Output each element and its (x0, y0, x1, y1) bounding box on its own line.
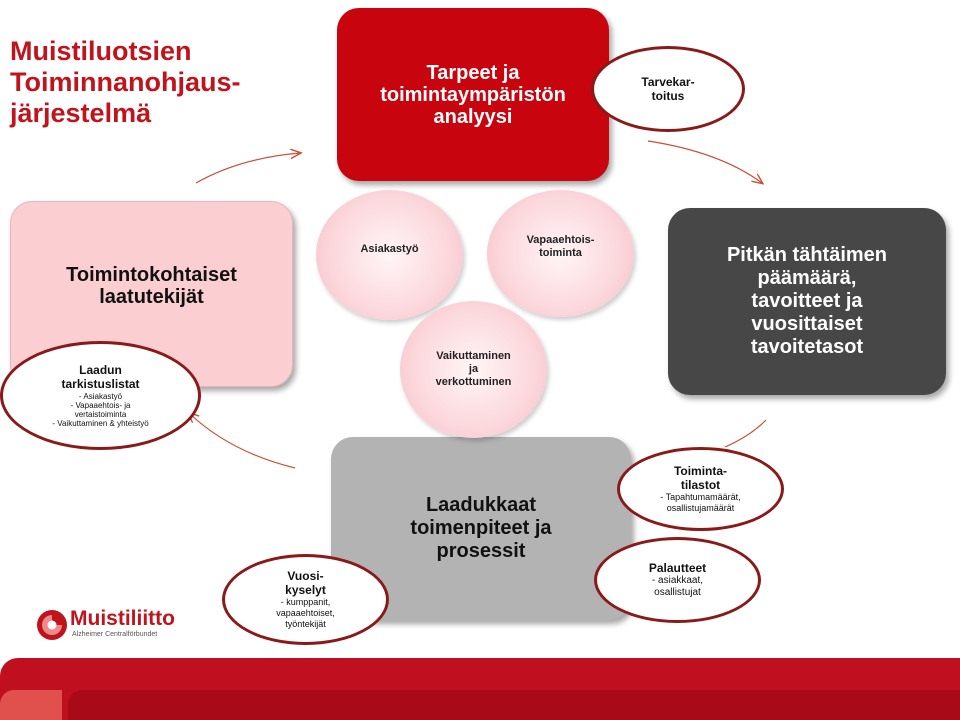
oval-head: Vuosi- (287, 569, 324, 583)
box-right-line: päämäärä, (757, 267, 857, 289)
box-right-line: vuosittaiset (751, 313, 863, 335)
oval-sub: vapaaehtoiset, (276, 608, 335, 618)
circle-label: Vaikuttaminen (436, 350, 511, 362)
oval-head: Tarvekar- (641, 75, 695, 89)
oval-needs-mapping (591, 46, 745, 132)
oval-sub: osallistujamäärät (666, 503, 735, 513)
footer-accent (0, 690, 62, 720)
oval-sub: - kumppanit, (280, 597, 331, 607)
box-right-line: Pitkän tähtäimen (726, 244, 888, 266)
box-bottom-line: prosessit (436, 540, 526, 562)
list-item: - Vapaaehtois- ja vertaistoiminta (46, 401, 156, 419)
oval-head: tarkistuslistat (61, 377, 140, 391)
oval-sub: osallistujat (654, 587, 701, 598)
oval-head: toitus (651, 89, 685, 103)
box-left-line: laatutekijät (99, 286, 204, 308)
oval-sub: - Tapahtumamäärät, (660, 492, 741, 502)
circle-label: ja (468, 363, 479, 375)
title-line-2: Toiminnanohjaus- (10, 67, 241, 97)
arrow-left-to-top (196, 153, 300, 183)
box-needs-analysis (337, 8, 609, 181)
oval-head: kyselyt (285, 583, 326, 597)
circle-label: verkottuminen (435, 376, 512, 388)
oval-quality-checklists (0, 341, 201, 450)
circle-label: Vapaaehtois- (526, 233, 595, 246)
oval-annual-surveys (222, 554, 389, 645)
circle-volunteer-work (487, 190, 634, 317)
box-top-line: Tarpeet ja (426, 61, 520, 84)
oval-head: tilastot (680, 478, 721, 492)
title-line-1: Muistiluotsien (10, 36, 192, 66)
box-right-line: tavoitteet ja (751, 290, 863, 312)
arrow-top-to-right (648, 141, 762, 183)
muistiliitto-logo-icon (36, 609, 68, 641)
circle-label: Asiakastyö (360, 242, 419, 255)
box-left-line: Toimintokohtaiset (66, 264, 237, 286)
box-right-line: tavoitetasot (750, 336, 864, 358)
circle-label: toiminta (539, 246, 582, 259)
title-line-3: järjestelmä (10, 98, 152, 128)
footer-inner-band (68, 690, 960, 720)
checklist-items (46, 392, 156, 428)
oval-head: Palautteet (648, 561, 707, 575)
logo-name: Muistiliitto (70, 607, 175, 630)
box-long-term-goals (668, 208, 946, 395)
oval-feedback (594, 537, 761, 623)
oval-head: Laadun (79, 363, 122, 377)
arrow-right-to-bottom (725, 420, 766, 447)
box-bottom-line: toimenpiteet ja (410, 517, 552, 539)
circle-customer-work (316, 190, 463, 320)
oval-sub: työntekijät (285, 619, 326, 629)
list-item: - Vaikuttaminen & yhteistyö (46, 419, 156, 428)
oval-activity-statistics (617, 447, 784, 531)
box-top-line: toimintaympäristön (380, 83, 566, 106)
arrow-bottom-to-left (189, 413, 295, 468)
oval-sub: - asiakkaat, (651, 575, 704, 586)
oval-head: Toiminta- (673, 464, 728, 478)
circle-advocacy (400, 301, 547, 438)
logo-subtitle: Alzheimer Centralförbundet (72, 631, 158, 638)
list-item: - Asiakastyö (46, 392, 156, 401)
box-bottom-line: Laadukkaat (425, 494, 537, 516)
box-top-line: analyysi (433, 105, 513, 128)
